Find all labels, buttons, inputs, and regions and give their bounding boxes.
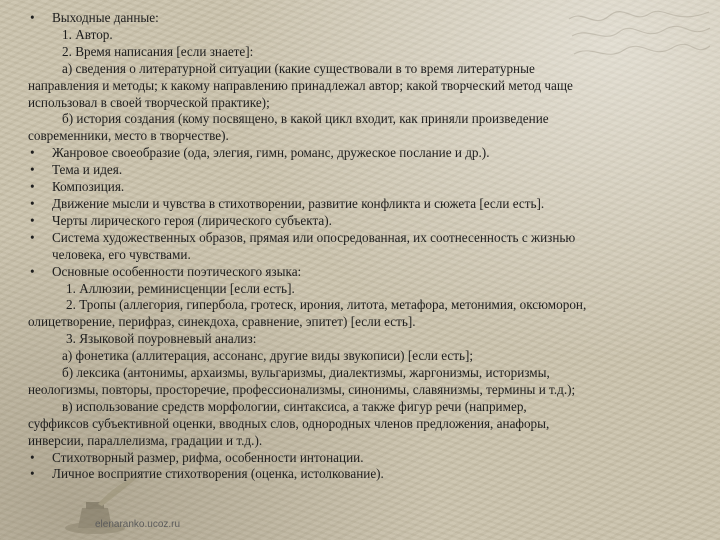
outline-text: олицетворение, перифраз, синекдоха, сравнение, эпитет) [если есть]. bbox=[28, 314, 416, 330]
outline-subitem: в) использование средств морфологии, синтаксиса, а также фигур речи (например, bbox=[62, 398, 527, 414]
outline-subitem: а) фонетика (аллитерация, ассонанс, другие виды звукописи) [если есть]; bbox=[62, 348, 474, 364]
outline-item: • Жанровое своеобразие (ода, элегия, гимн, романс, дружеское послание и др.). bbox=[28, 145, 692, 162]
outline-text: суффиксов субъективной оценки, вводных слов, однородных членов предложения, анафоры, bbox=[28, 415, 550, 431]
outline-text: инверсии, параллелизма, градации и т.д.). bbox=[28, 432, 263, 448]
outline-text: неологизмы, повторы, просторечие, профессионализмы, синонимы, славянизмы, термины и т.д.); bbox=[28, 381, 576, 397]
outline-item: • Личное восприятие стихотворения (оценка, истолкование). bbox=[28, 466, 692, 483]
outline-subitem: б) история создания (кому посвящено, в какой цикл входит, как приняли произведение bbox=[62, 111, 549, 127]
outline-item: • Выходные данные: bbox=[28, 10, 692, 27]
outline-item: • Композиция. bbox=[28, 179, 692, 196]
outline-subitem: б) лексика (антонимы, архаизмы, вульгаризмы, диалектизмы, жаргонизмы, историзмы, bbox=[62, 365, 550, 381]
outline-item: • Основные особенности поэтического языка: bbox=[28, 264, 692, 281]
outline-item: • Черты лирического героя (лирического субъекта). bbox=[28, 213, 692, 230]
outline-item: • Тема и идея. bbox=[28, 162, 692, 179]
outline-item: • Система художественных образов, прямая или опосредованная, их соотнесенность с жизнью bbox=[28, 230, 692, 247]
site-footer: elenaranko.ucoz.ru bbox=[95, 519, 181, 530]
outline-item: • Стихотворный размер, рифма, особенности интонации. bbox=[28, 450, 692, 467]
outline-subitem: 2. Тропы (аллегория, гипербола, гротеск, ирония, литота, метафора, метонимия, оксюморон, bbox=[66, 297, 587, 313]
outline-text: направления и методы; к какому направлению принадлежал автор; какой творческий метод чаще bbox=[28, 77, 573, 93]
analysis-outline bbox=[28, 10, 692, 483]
outline-subitem: а) сведения о литературной ситуации (какие существовали в то время литературные bbox=[62, 60, 535, 76]
outline-subitem: 1. Аллюзии, реминисценции [если есть]. bbox=[66, 280, 295, 296]
outline-text: современники, место в творчестве). bbox=[28, 128, 229, 144]
outline-subitem: 3. Языковой поуровневый анализ: bbox=[66, 331, 257, 347]
outline-subitem: 1. Автор. bbox=[62, 26, 113, 42]
outline-text: использовал в своей творческой практике); bbox=[28, 94, 270, 110]
outline-subitem: 2. Время написания [если знаете]: bbox=[62, 43, 254, 59]
outline-item: • Движение мысли и чувства в стихотворении, развитие конфликта и сюжета [если есть]. bbox=[28, 196, 692, 213]
outline-text: человека, его чувствами. bbox=[52, 246, 191, 262]
